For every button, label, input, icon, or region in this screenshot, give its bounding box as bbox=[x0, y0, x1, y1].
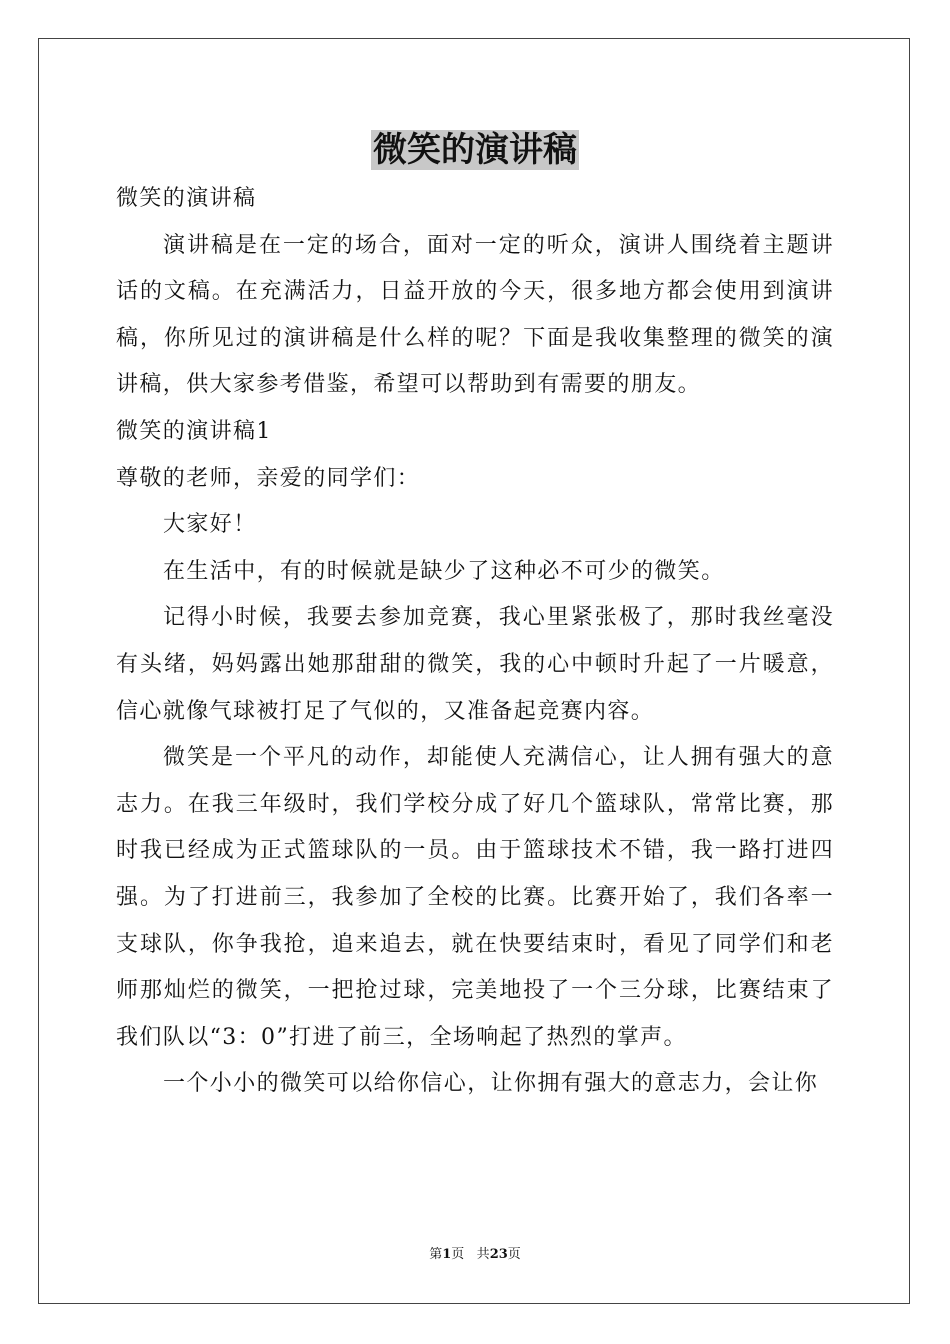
subtitle-paragraph: 微笑的演讲稿 bbox=[116, 186, 257, 211]
page-label-prefix: 第 bbox=[429, 1247, 443, 1262]
body-paragraph: 在生活中，有的时候就是缺少了这种必不可少的微笑。 bbox=[163, 558, 725, 584]
body-paragraph: 记得小时候，我要去参加竞赛，我心里紧张极了，那时我丝毫没有头绪，妈妈露出她那甜甜的微笑，我的心中顿时升起了一片暖意，信心就像气球被打足了气似的，又准备起竞赛内容。 bbox=[116, 605, 834, 724]
body-paragraph: 微笑是一个平凡的动作，却能使人充满信心，让人拥有强大的意志力。在我三年级时，我们学校分成了好几个篮球队，常常比赛，那时我已经成为正式篮球队的一员。由于篮球技术不错，我一路打进四强。为了打进前三，我参加了全校的比赛。比赛开始了，我们各率一支球队，你争我抢，追来追去，就在快要结束时，看见了同学们和老师那灿烂的微笑，一把抢过球，完美地投了一个三分球，比赛结束了我们队以“3：0”打进了前三，全场响起了热烈的掌声。 bbox=[116, 745, 834, 1050]
page-footer bbox=[0, 1246, 950, 1264]
document-body bbox=[116, 176, 834, 1108]
salutation-paragraph: 尊敬的老师，亲爱的同学们： bbox=[116, 465, 421, 491]
intro-paragraph: 演讲稿是在一定的场合，面对一定的听众，演讲人围绕着主题讲话的文稿。在充满活力，日益开放的今天，很多地方都会使用到演讲稿，你所见过的演讲稿是什么样的呢？下面是我收集整理的微笑的演讲稿，供大家参考借鉴，希望可以帮助到有需要的朋友。 bbox=[116, 232, 834, 398]
total-label-prefix: 共 bbox=[476, 1247, 490, 1262]
total-label-suffix: 页 bbox=[507, 1247, 521, 1262]
page-label-suffix: 页 bbox=[451, 1247, 465, 1262]
greeting-paragraph: 大家好！ bbox=[163, 512, 257, 538]
page-total-number: 23 bbox=[489, 1247, 508, 1262]
body-paragraph: 一个小小的微笑可以给你信心，让你拥有强大的意志力，会让你 bbox=[163, 1071, 819, 1097]
title-text: 微笑的演讲稿 bbox=[373, 130, 577, 170]
document-title bbox=[0, 128, 950, 172]
section-heading: 微笑的演讲稿1 bbox=[116, 418, 272, 444]
page-current-number: 1 bbox=[442, 1247, 452, 1262]
